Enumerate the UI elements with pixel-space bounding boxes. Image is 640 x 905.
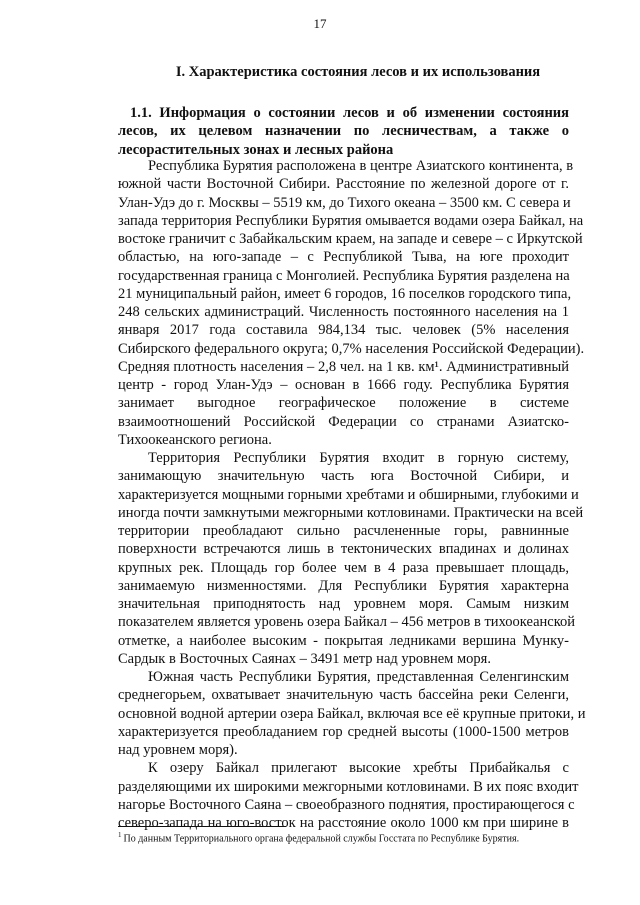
section-title: I. Характеристика состояния лесов и их использования: [175, 64, 541, 80]
text-line: основной водной артерии озера Байкал, включая все её крупные притоки, и: [118, 705, 586, 722]
text-line: Улан-Удэ до г. Москвы – 5519 км, до Тихого океана – 3500 км. С севера и: [118, 194, 571, 211]
footnote: [118, 831, 519, 844]
text-line: нагорье Восточного Саяна – своеобразного поднятия, простирающегося с: [118, 796, 575, 813]
text-line: над уровнем моря).: [118, 742, 238, 758]
text-line: разделяющими их широкими межгорными котловинами. В их пояс входит: [118, 778, 579, 795]
text-line: поверхности встречаются лишь в тектонических впадинах и долинах: [118, 541, 569, 558]
text-line: среднегорьем, охватывает значительную часть бассейна реки Селенги,: [118, 687, 569, 704]
text-line: северо-запада на юго-восток на расстояние около 1000 км при ширине в: [118, 815, 569, 831]
text-line: 248 сельских администраций. Численность постоянного населения на 1: [118, 304, 569, 320]
footnote-text: По данным Территориального органа федеральной службы Госстата по Республике Бурятия.: [123, 833, 520, 845]
text-line: Южная часть Республики Бурятия, представленная Селенгинским: [148, 669, 569, 685]
text-line: крупных рек. Площадь гор более чем в 4 раза превышает площадь,: [118, 559, 569, 576]
text-line: занимаемую низменностями. Для Республики Бурятия характерна: [118, 577, 569, 594]
text-line: 21 муниципальный район, имеет 6 городов, 16 поселков городского типа,: [118, 285, 572, 302]
paragraph: [118, 449, 584, 668]
text-line: государственная граница с Монголией. Республика Бурятия разделена на: [118, 267, 570, 284]
text-line: запада территория Республики Бурятия омывается водами озера Байкал, на: [118, 212, 584, 229]
text-line: взаимоотношений Российской Федерации со странами Азиатско-: [118, 413, 569, 430]
text-line: иногда почти замкнутыми межгорными котловинами. Практически на всей: [118, 504, 584, 521]
text-line: востоке граничит с Забайкальским краем, на западе и севере – с Иркутской: [118, 231, 583, 247]
heading-line: лесорастительных зонах и лесных района: [118, 141, 394, 158]
text-line: Республика Бурятия расположена в центре Азиатского континента, в: [148, 158, 574, 174]
text-line: отметке, а наиболее высоким - покрытая ледниками вершина Мунку-: [118, 632, 569, 649]
paragraph: [118, 157, 585, 449]
text-line: показателем является уровень озера Байкал – 456 метров в тихоокеанской: [118, 614, 576, 631]
heading-line: лесов, их целевом назначении по лесничествам, а также о: [118, 123, 569, 140]
footnote-rule: [118, 826, 286, 827]
text-line: Тихоокеанского региона.: [118, 431, 272, 448]
text-line: Сардык в Восточных Саянах – 3491 метр над уровнем моря.: [118, 650, 491, 667]
body-text: [118, 157, 586, 832]
text-line: областью, на юго-западе – с Республикой Тыва, на юге проходит: [118, 249, 569, 266]
paragraph: [118, 759, 579, 832]
text-line: занимающую значительную часть юга Восточной Сибири, и: [118, 468, 569, 485]
text-line: центр - город Улан-Удэ – основан в 1666 году. Республика Бурятия: [118, 377, 569, 393]
heading-line: 1.1. Информация о состоянии лесов и об изменении состояния: [130, 105, 569, 121]
paragraph: [118, 668, 586, 759]
text-line: характеризуется мощными горными хребтами и обширными, глубокими и: [118, 486, 579, 503]
page-number: 17: [313, 16, 327, 31]
text-line: территории преобладают сильно расчлененные горы, равнинные: [118, 523, 569, 539]
text-line: января 2017 года составила 984,134 тыс. человек (5% населения: [118, 322, 569, 339]
text-line: К озеру Байкал прилегают высокие хребты Прибайкалья с: [148, 760, 569, 777]
text-line: Средняя плотность населения – 2,8 чел. на 1 кв. км¹. Административный: [118, 358, 569, 375]
text-line: значительная приподнятость над уровнем моря. Самым низким: [118, 596, 569, 612]
text-line: характеризуется преобладанием гор средней высоты (1000-1500 метров: [118, 723, 569, 740]
footnote-marker: 1: [118, 831, 122, 839]
text-line: Территория Республики Бурятия входит в горную систему,: [148, 450, 569, 466]
subsection-heading: [118, 104, 569, 159]
text-line: Сибирского федерального округа; 0,7% населения Российской Федерации).: [118, 340, 585, 357]
text-line: южной части Восточной Сибири. Расстояние по железной дороге от г.: [118, 176, 569, 193]
text-line: занимает выгодное географическое положение в системе: [118, 395, 569, 412]
